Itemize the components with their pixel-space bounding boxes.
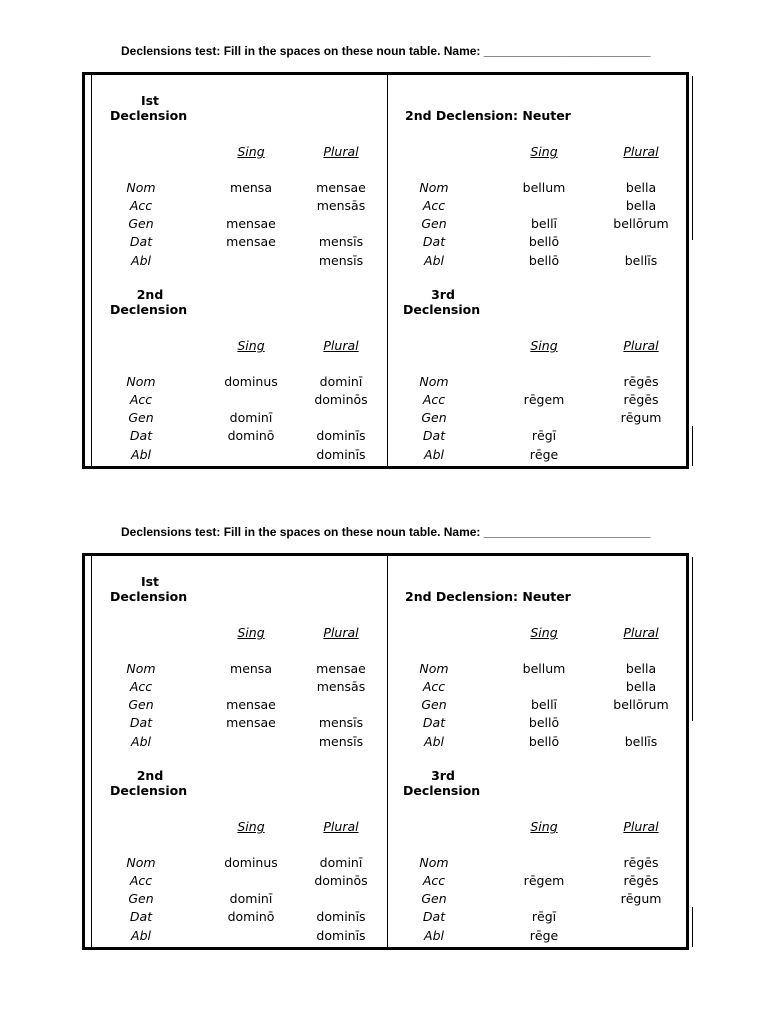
panel-title: 3rd <box>431 768 455 783</box>
test-heading: Declensions test: Fill in the spaces on these noun table. Name: _________________________ <box>121 44 651 58</box>
inner-left-rule <box>91 75 92 466</box>
panel-title: 2nd <box>136 287 164 302</box>
sing-cell: bellō <box>528 234 560 249</box>
case-label: Gen <box>128 891 154 906</box>
sing-cell: dominō <box>227 909 275 924</box>
sing-cell: dominī <box>229 410 273 425</box>
plural-cell: rēgēs <box>623 392 659 407</box>
sing-cell: bellum <box>522 180 566 195</box>
plural-column-header: Plural <box>323 144 359 159</box>
case-label: Abl <box>131 928 151 943</box>
case-label: Gen <box>421 216 447 231</box>
sing-column-header: Sing <box>530 144 558 159</box>
panel-title: 2nd <box>136 768 164 783</box>
sing-cell: mensae <box>226 216 276 231</box>
case-label: Nom <box>126 855 156 870</box>
sing-column-header: Sing <box>237 625 265 640</box>
column-divider <box>387 75 388 466</box>
case-label: Acc <box>129 198 153 213</box>
declension-panel <box>392 559 682 749</box>
plural-cell: mensās <box>316 198 366 213</box>
plural-cell: mensae <box>316 180 366 195</box>
case-label: Acc <box>422 198 446 213</box>
plural-cell: bellōrum <box>613 697 669 712</box>
panel-title: 2nd Declension: Neuter <box>405 589 571 604</box>
case-label: Nom <box>126 180 156 195</box>
sing-column-header: Sing <box>237 144 265 159</box>
column-divider <box>387 556 388 947</box>
panel-title-line2: Declension <box>110 302 188 317</box>
plural-cell: dominī <box>319 855 363 870</box>
sing-cell: dominī <box>229 891 273 906</box>
case-label: Acc <box>422 392 446 407</box>
declension-panel <box>96 753 386 943</box>
plural-cell: bella <box>625 198 657 213</box>
sing-column-header: Sing <box>530 338 558 353</box>
plural-cell: mensīs <box>318 253 364 268</box>
case-label: Nom <box>419 374 449 389</box>
panel-title: Ist <box>140 574 160 589</box>
case-label: Dat <box>422 428 446 443</box>
plural-cell: dominī <box>319 374 363 389</box>
declension-panel <box>96 272 386 462</box>
plural-cell: bella <box>625 679 657 694</box>
panel-title-line2: Declension <box>110 589 188 604</box>
sing-cell: rēge <box>529 928 559 943</box>
case-label: Nom <box>419 661 449 676</box>
declension-panel <box>392 272 682 462</box>
declension-panel <box>96 559 386 749</box>
case-label: Dat <box>129 715 153 730</box>
sing-cell: dominus <box>224 374 278 389</box>
plural-cell: dominōs <box>314 392 368 407</box>
plural-cell: bella <box>625 661 657 676</box>
plural-cell: mensīs <box>318 734 364 749</box>
declension-panel <box>392 78 682 268</box>
case-label: Abl <box>424 447 444 462</box>
outer-right-rule-bottom <box>692 426 693 466</box>
case-label: Abl <box>131 447 151 462</box>
plural-cell: rēgum <box>620 891 662 906</box>
plural-cell: dominīs <box>316 428 366 443</box>
sing-cell: dominus <box>224 855 278 870</box>
plural-column-header: Plural <box>623 625 659 640</box>
case-label: Abl <box>424 928 444 943</box>
panel-title: Ist <box>140 93 160 108</box>
sing-column-header: Sing <box>237 338 265 353</box>
plural-cell: rēgēs <box>623 873 659 888</box>
case-label: Dat <box>422 234 446 249</box>
inner-left-rule <box>91 556 92 947</box>
panel-title-line2: Declension <box>110 108 188 123</box>
case-label: Acc <box>422 873 446 888</box>
sing-column-header: Sing <box>237 819 265 834</box>
case-label: Dat <box>129 909 153 924</box>
sing-cell: rēgī <box>531 428 557 443</box>
sing-cell: dominō <box>227 428 275 443</box>
sing-cell: mensae <box>226 234 276 249</box>
sing-cell: bellō <box>528 715 560 730</box>
sing-cell: rēgem <box>523 873 565 888</box>
sing-cell: bellō <box>528 253 560 268</box>
sing-column-header: Sing <box>530 625 558 640</box>
case-label: Gen <box>421 891 447 906</box>
case-label: Gen <box>421 697 447 712</box>
sing-cell: bellum <box>522 661 566 676</box>
plural-column-header: Plural <box>623 819 659 834</box>
case-label: Acc <box>422 679 446 694</box>
sing-cell: bellī <box>530 697 558 712</box>
plural-cell: rēgum <box>620 410 662 425</box>
case-label: Dat <box>422 909 446 924</box>
outer-right-rule-bottom <box>692 907 693 947</box>
outer-right-rule-top <box>692 557 693 721</box>
plural-column-header: Plural <box>323 338 359 353</box>
case-label: Abl <box>131 734 151 749</box>
case-label: Gen <box>128 410 154 425</box>
plural-cell: rēgēs <box>623 855 659 870</box>
case-label: Dat <box>129 234 153 249</box>
case-label: Nom <box>126 661 156 676</box>
case-label: Nom <box>419 180 449 195</box>
case-label: Abl <box>131 253 151 268</box>
sing-cell: mensae <box>226 715 276 730</box>
plural-cell: rēgēs <box>623 374 659 389</box>
plural-cell: mensīs <box>318 234 364 249</box>
test-heading: Declensions test: Fill in the spaces on these noun table. Name: _________________________ <box>121 525 651 539</box>
sing-cell: rēgī <box>531 909 557 924</box>
sing-cell: mensae <box>226 697 276 712</box>
plural-cell: dominīs <box>316 928 366 943</box>
plural-cell: dominīs <box>316 909 366 924</box>
plural-cell: mensīs <box>318 715 364 730</box>
case-label: Acc <box>129 392 153 407</box>
plural-column-header: Plural <box>623 338 659 353</box>
declension-panel <box>392 753 682 943</box>
plural-cell: bellīs <box>624 734 658 749</box>
case-label: Acc <box>129 679 153 694</box>
panel-title-line2: Declension <box>403 783 481 798</box>
plural-column-header: Plural <box>623 144 659 159</box>
worksheet-section <box>0 481 768 961</box>
case-label: Abl <box>424 253 444 268</box>
sing-cell: mensa <box>230 661 272 676</box>
case-label: Abl <box>424 734 444 749</box>
plural-cell: dominōs <box>314 873 368 888</box>
case-label: Nom <box>126 374 156 389</box>
sing-cell: mensa <box>230 180 272 195</box>
plural-cell: bella <box>625 180 657 195</box>
declension-panel <box>96 78 386 268</box>
plural-cell: bellōrum <box>613 216 669 231</box>
plural-cell: bellīs <box>624 253 658 268</box>
worksheet-section <box>0 0 768 480</box>
sing-cell: bellō <box>528 734 560 749</box>
sing-cell: rēgem <box>523 392 565 407</box>
sing-cell: bellī <box>530 216 558 231</box>
plural-cell: mensās <box>316 679 366 694</box>
case-label: Gen <box>128 216 154 231</box>
panel-title-line2: Declension <box>110 783 188 798</box>
panel-title: 2nd Declension: Neuter <box>405 108 571 123</box>
sing-column-header: Sing <box>530 819 558 834</box>
case-label: Nom <box>419 855 449 870</box>
case-label: Dat <box>129 428 153 443</box>
panel-title-line2: Declension <box>403 302 481 317</box>
panel-title: 3rd <box>431 287 455 302</box>
case-label: Dat <box>422 715 446 730</box>
case-label: Gen <box>128 697 154 712</box>
case-label: Gen <box>421 410 447 425</box>
plural-column-header: Plural <box>323 819 359 834</box>
sing-cell: rēge <box>529 447 559 462</box>
plural-column-header: Plural <box>323 625 359 640</box>
plural-cell: mensae <box>316 661 366 676</box>
case-label: Acc <box>129 873 153 888</box>
outer-right-rule-top <box>692 76 693 240</box>
plural-cell: dominīs <box>316 447 366 462</box>
